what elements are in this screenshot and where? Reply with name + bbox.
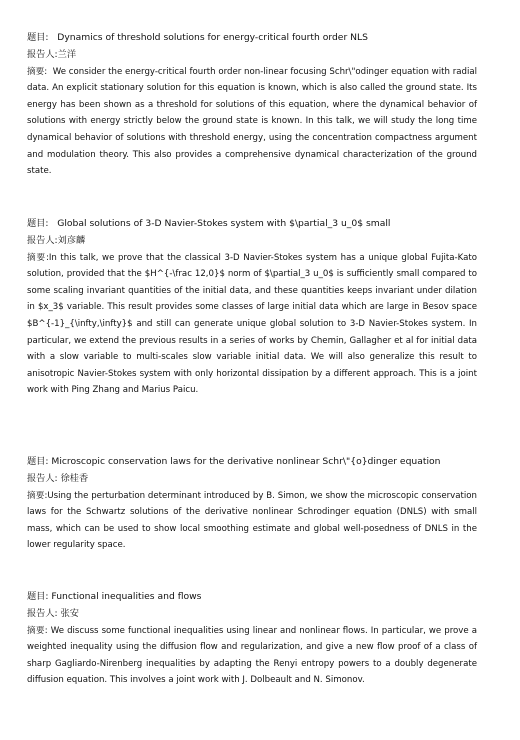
- speaker-label: 报告人:: [27, 472, 58, 484]
- abstract-label: 摘要:: [27, 490, 48, 501]
- abstract-label: 摘要:: [27, 66, 48, 77]
- abstract-paragraph: [27, 488, 477, 554]
- speaker-line: [27, 233, 477, 250]
- abstract-text: We discuss some functional inequalities using linear and nonlinear flows. In particular, we prove a weighted inequality using the diffusion flow and regularization, and give a new flow proof of a class of sharp Gagliardo-Nirenberg inequalities by adapting the Renyi entropy powers to a doubly degenerate diffusion equation. This involves a joint work with J. Dolbeault and N. Simonov.: [27, 625, 477, 686]
- talk-title: Functional inequalities and flows: [51, 591, 202, 602]
- abstract-text: We consider the energy-critical fourth order non-linear focusing Schr\"odinger equation with radial data. An explicit stationary solution for this equation is known, which is also called the ground state. Its energy has been shown as a threshold for solutions of this equation, where the dynamical behavior of solutions with energy strictly below the ground state is known. In this talk, we will study the long time dynamical behavior of solutions with threshold energy, using the concentration compactness argument and modulation theory. This also provides a comprehensive dynamical characterization of the ground state.: [27, 66, 477, 177]
- abstract-label: 摘要:: [27, 252, 49, 263]
- abstract-paragraph: [27, 250, 477, 399]
- title-label: 题目:: [27, 32, 49, 43]
- speaker-label: 报告人:: [27, 234, 58, 246]
- speaker-line: [27, 606, 477, 623]
- talk-title-line: [27, 454, 477, 471]
- title-label: 题目:: [27, 218, 49, 229]
- talk-title-line: [27, 216, 477, 233]
- speaker-name: 张安: [60, 607, 79, 619]
- talk-title-line: [27, 30, 477, 47]
- speaker-name: 兰洋: [57, 48, 77, 60]
- abstract-label: 摘要:: [27, 625, 48, 636]
- talk-title: Global solutions of 3-D Navier-Stokes system with $\partial_3 u_0$ small: [57, 218, 391, 229]
- talk-title: Dynamics of threshold solutions for energy-critical fourth order NLS: [57, 32, 368, 43]
- title-label: 题目:: [27, 456, 49, 467]
- abstract-text: In this talk, we prove that the classical 3-D Navier-Stokes system has a unique global Fujita-Kato solution, provided that the $H^{-\frac 12,0}$ norm of $\partial_3 u_0$ is sufficiently small compared to some scaling invariant quantities of the initial data, and these quantities keeps invariant under dilation in $x_3$ variable. This result provides some classes of large initial data which are large in Besov space $B^{-1}_{\infty,\infty}$ and still can generate unique global solution to 3-D Navier-Stokes system. In particular, we extend the previous results in a series of works by Chemin, Gallagher et al for initial data with a slow variable to multi-scales slow variable initial data. We will also generalize this result to anisotropic Navier-Stokes system with only horizontal dissipation by a different approach. This is a joint work with Ping Zhang and Marius Paicu.: [27, 252, 477, 396]
- speaker-name: 刘彦麟: [57, 234, 86, 246]
- talk-block: [27, 216, 477, 399]
- abstract-paragraph: [27, 623, 477, 689]
- speaker-name: 徐桂香: [60, 472, 89, 484]
- abstract-paragraph: [27, 64, 477, 180]
- talk-title-line: [27, 589, 477, 606]
- talk-block: [27, 30, 477, 180]
- speaker-label: 报告人:: [27, 607, 58, 619]
- talk-block: [27, 589, 477, 689]
- speaker-line: [27, 47, 477, 64]
- title-label: 题目:: [27, 591, 49, 602]
- talk-block: [27, 454, 477, 554]
- speaker-line: [27, 471, 477, 488]
- speaker-label: 报告人:: [27, 48, 58, 60]
- abstract-text: Using the perturbation determinant introduced by B. Simon, we show the microscopic conservation laws for the Schwartz solutions of the derivative nonlinear Schrodinger equation (DNLS) with small mass, which can be used to show local smoothing estimate and global well-posedness of DNLS in the lower regularity space.: [27, 490, 477, 551]
- talk-title: Microscopic conservation laws for the derivative nonlinear Schr\"{o}dinger equation: [51, 456, 441, 467]
